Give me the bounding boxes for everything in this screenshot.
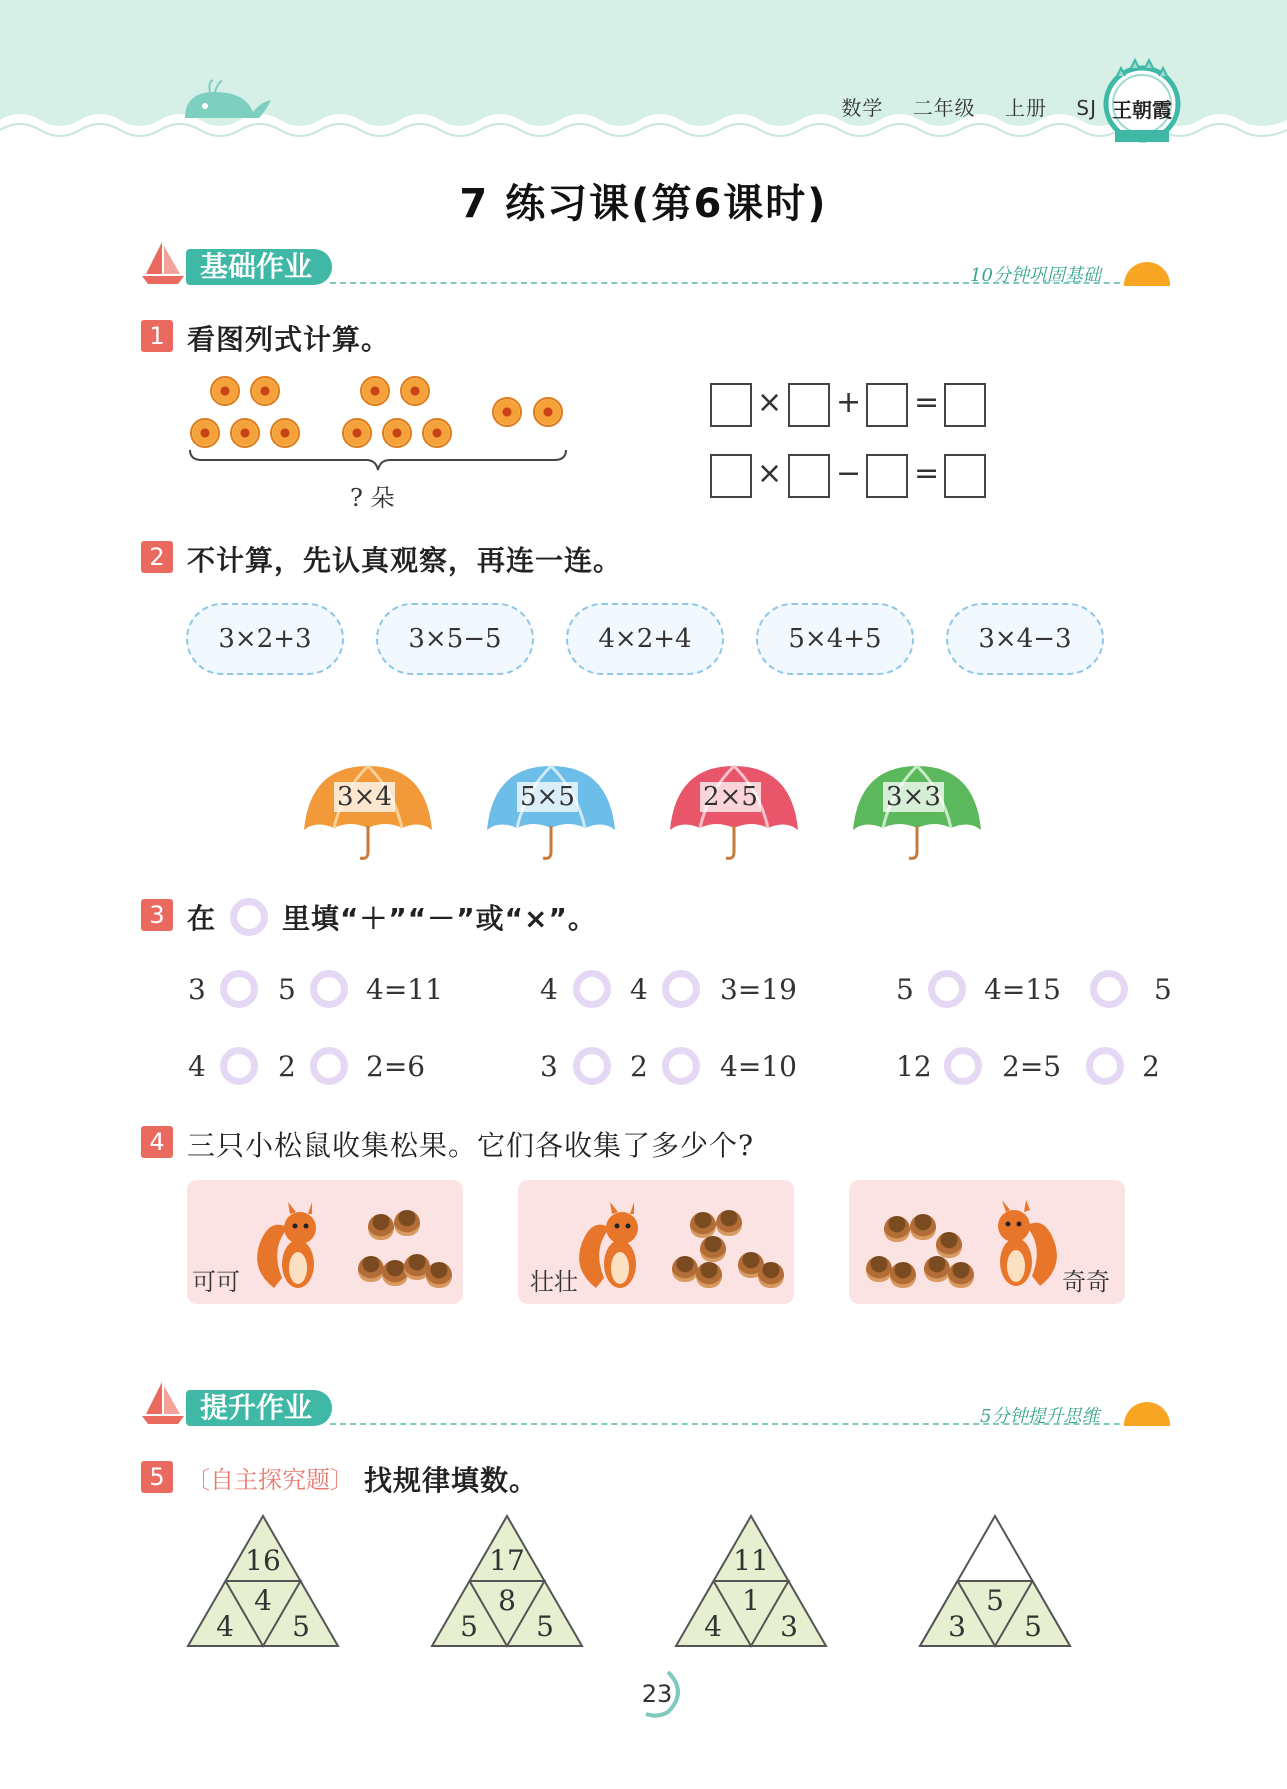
triangle-top: 16: [245, 1544, 281, 1577]
sailboat-icon: [140, 1380, 186, 1426]
operator-blank[interactable]: [573, 1047, 611, 1085]
answer-box[interactable]: [788, 454, 830, 498]
number: 5: [1154, 973, 1172, 1006]
operator-blank[interactable]: [928, 970, 966, 1008]
page-title: 7 练习课(第6课时): [459, 181, 828, 227]
squirrel-icon: [574, 1198, 650, 1294]
result: 3=19: [720, 973, 797, 1006]
triangle-left: 4: [216, 1610, 234, 1643]
triangle-middle: 5: [986, 1584, 1004, 1617]
acorn-icon: [924, 1256, 950, 1282]
number: 4: [540, 973, 558, 1006]
acorn-icon: [394, 1210, 420, 1236]
acorn-icon: [672, 1256, 698, 1282]
flower-icon: [230, 418, 260, 448]
umbrella-label: 2×5: [700, 782, 761, 812]
operator-blank[interactable]: [1086, 1047, 1124, 1085]
section-basic-hint: 10分钟巩固基础: [970, 265, 1101, 286]
acorn-icon: [948, 1262, 974, 1288]
flower-icon: [382, 418, 412, 448]
sun-icon: [1124, 262, 1170, 286]
flower-icon: [492, 397, 522, 427]
triangle-right: 5: [292, 1610, 310, 1643]
volume-label: 上册: [1005, 96, 1048, 120]
cloud-expression[interactable]: 3×4−3: [946, 603, 1104, 675]
answer-box[interactable]: [866, 454, 908, 498]
whale-icon: [175, 78, 275, 128]
operator: −: [836, 456, 862, 491]
flower-icon: [533, 397, 563, 427]
acorn-icon: [690, 1212, 716, 1238]
umbrella-label: 5×5: [517, 782, 578, 812]
squirrel-name: 可可: [192, 1268, 240, 1296]
operator-blank[interactable]: [573, 970, 611, 1008]
cloud-expression[interactable]: 4×2+4: [566, 603, 724, 675]
acorn-icon: [426, 1262, 452, 1288]
cloud-expression[interactable]: 3×5−5: [376, 603, 534, 675]
umbrella-label: 3×3: [883, 782, 944, 812]
triangle-right: 3: [780, 1610, 798, 1643]
acorn-icon: [700, 1236, 726, 1262]
flower-icon: [360, 376, 390, 406]
triangle-right: 5: [1024, 1610, 1042, 1643]
flower-icon: [400, 376, 430, 406]
triangle-middle: 4: [254, 1584, 272, 1617]
subject-label: 数学: [841, 96, 884, 120]
squirrel-name: 壮壮: [530, 1268, 578, 1296]
answer-box[interactable]: [788, 383, 830, 427]
operator-blank[interactable]: [220, 970, 258, 1008]
acorn-icon: [758, 1262, 784, 1288]
question-1-badge: 1: [141, 320, 173, 352]
cloud-expression[interactable]: 3×2+3: [186, 603, 344, 675]
result: 4=10: [720, 1050, 797, 1083]
triangle-left: 3: [948, 1610, 966, 1643]
squirrel-icon: [986, 1196, 1062, 1292]
operator: ×: [757, 456, 783, 491]
acorn-icon: [936, 1232, 962, 1258]
acorn-icon: [890, 1262, 916, 1288]
flower-icon: [190, 418, 220, 448]
operator-blank[interactable]: [944, 1047, 982, 1085]
umbrella-label: 3×4: [334, 782, 395, 812]
sailboat-icon: [140, 240, 186, 286]
question-5-text: 找规律填数。: [364, 1464, 539, 1497]
result: 4=11: [366, 973, 443, 1006]
result: 2=6: [366, 1050, 426, 1083]
section-advanced-hint: 5分钟提升思维: [980, 1406, 1100, 1427]
answer-box[interactable]: [866, 383, 908, 427]
question-3-text-before: 在: [187, 902, 217, 935]
question-4-badge: 4: [141, 1126, 173, 1158]
triangle-right: 5: [536, 1610, 554, 1643]
triangle-top: 17: [489, 1544, 525, 1577]
operator: =: [914, 385, 940, 420]
question-3-badge: 3: [141, 899, 173, 931]
answer-box[interactable]: [710, 383, 752, 427]
question-2-text: 不计算，先认真观察，再连一连。: [187, 544, 623, 577]
sun-icon: [1124, 1402, 1170, 1426]
brace-label: ? 朵: [350, 484, 395, 512]
flower-icon: [342, 418, 372, 448]
number: 4: [630, 973, 648, 1006]
answer-box[interactable]: [710, 454, 752, 498]
squirrel-icon: [252, 1198, 328, 1294]
number: 4: [188, 1050, 206, 1083]
operator-circle-icon: [230, 898, 268, 936]
logo-text: 王朝霞: [1112, 98, 1172, 122]
operator-blank[interactable]: [662, 970, 700, 1008]
result: 2=5: [1002, 1050, 1062, 1083]
number: 3: [540, 1050, 558, 1083]
triangle-middle: 1: [742, 1584, 760, 1617]
result: 4=15: [984, 973, 1061, 1006]
acorn-icon: [866, 1256, 892, 1282]
operator-blank[interactable]: [662, 1047, 700, 1085]
section-basic-label: 基础作业: [186, 249, 332, 285]
grade-label: 二年级: [912, 96, 976, 120]
number: 3: [188, 973, 206, 1006]
cloud-expression[interactable]: 5×4+5: [756, 603, 914, 675]
triangle-top: 11: [733, 1544, 769, 1577]
flower-icon: [250, 376, 280, 406]
acorn-icon: [910, 1214, 936, 1240]
number: 5: [896, 973, 914, 1006]
operator: ×: [757, 385, 783, 420]
umbrella-icon: [302, 762, 434, 862]
acorn-icon: [696, 1262, 722, 1288]
question-4-text: 三只小松鼠收集松果。它们各收集了多少个?: [187, 1129, 755, 1162]
answer-box[interactable]: [944, 454, 986, 498]
number: 12: [896, 1050, 932, 1083]
brace-icon: [188, 448, 568, 472]
number: 2: [630, 1050, 648, 1083]
question-5-tag: 〔自主探究题〕: [186, 1466, 354, 1494]
number: 2: [1142, 1050, 1160, 1083]
flower-icon: [210, 376, 240, 406]
question-3-text-after: 里填“＋”“－”或“×”。: [282, 902, 597, 935]
flower-icon: [422, 418, 452, 448]
question-1-text: 看图列式计算。: [187, 323, 391, 356]
umbrella-icon: [851, 762, 983, 862]
number: 5: [278, 973, 296, 1006]
acorn-icon: [884, 1216, 910, 1242]
triangle-left: 5: [460, 1610, 478, 1643]
triangle-left: 4: [704, 1610, 722, 1643]
question-2-badge: 2: [141, 541, 173, 573]
section-advanced-label: 提升作业: [186, 1390, 332, 1426]
operator-blank[interactable]: [220, 1047, 258, 1085]
operator: =: [914, 456, 940, 491]
question-5-badge: 5: [141, 1461, 173, 1493]
squirrel-name: 奇奇: [1062, 1268, 1110, 1296]
acorn-icon: [358, 1256, 384, 1282]
flower-icon: [270, 418, 300, 448]
acorn-icon: [716, 1210, 742, 1236]
operator-blank[interactable]: [310, 970, 348, 1008]
page-number: 23: [641, 1680, 673, 1708]
umbrella-icon: [485, 762, 617, 862]
acorn-icon: [368, 1214, 394, 1240]
answer-box[interactable]: [944, 383, 986, 427]
operator: +: [836, 385, 862, 420]
edition-label: SJ: [1076, 96, 1097, 120]
operator-blank[interactable]: [310, 1047, 348, 1085]
header-info: [819, 92, 1097, 121]
number: 2: [278, 1050, 296, 1083]
umbrella-icon: [668, 762, 800, 862]
operator-blank[interactable]: [1090, 970, 1128, 1008]
triangle-middle: 8: [498, 1584, 516, 1617]
